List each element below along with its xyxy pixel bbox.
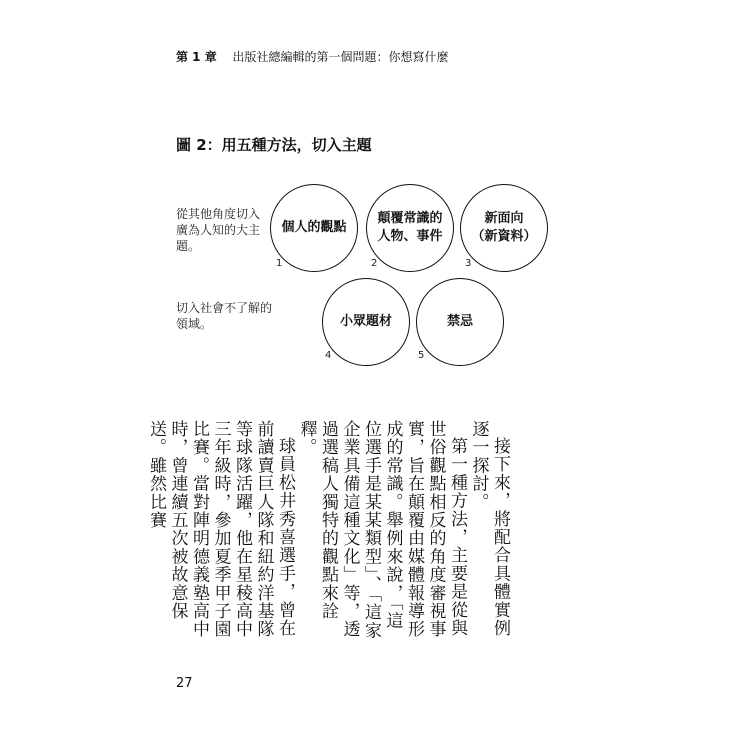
method-circle-1 bbox=[270, 184, 358, 272]
paragraph: 第一種方法，主要是從與世俗觀點相反的角度審視事實，旨在顛覆由媒體報導形成的常識。舉例來說，「這位選手是某某類型」、「這家企業具備這種文化」等，透過選稿人獨特的觀點來詮釋。 bbox=[296, 420, 467, 640]
circle-number-2: 2 bbox=[371, 258, 378, 269]
circle-number-4: 4 bbox=[325, 350, 332, 361]
circle-label-line: 新面向 bbox=[484, 211, 524, 226]
method-circle-3 bbox=[460, 184, 548, 272]
method-circle-5 bbox=[416, 278, 504, 366]
circle-label-line: 人物、事件 bbox=[377, 229, 443, 244]
circle-number-1: 1 bbox=[276, 258, 283, 269]
circle-label: 小眾題材 bbox=[339, 314, 392, 329]
method-circle-4 bbox=[322, 278, 410, 366]
running-header bbox=[176, 48, 449, 65]
row2-note: 切入社會不了解的領域。 bbox=[176, 301, 273, 331]
chapter-title: 出版社總編輯的第一個問題：你想寫什麼 bbox=[232, 50, 449, 64]
circle-number-3: 3 bbox=[465, 258, 472, 269]
circle-number-5: 5 bbox=[418, 350, 425, 361]
paragraph: 接下來，將配合具體實例逐一探討。 bbox=[468, 420, 510, 638]
circle-label-line: 顛覆常識的 bbox=[377, 211, 443, 226]
circle-label: 禁忌 bbox=[446, 314, 473, 329]
paragraph: 球員松井秀喜選手，曾在前讀賣巨人隊和紐約洋基隊等球隊活躍，他在星稜高中三年級時，參加夏季甲子園比賽。當對陣明德義塾高中時，曾連續五次被故意保送。雖然比賽 bbox=[146, 420, 295, 639]
figure-title: 圖 2：用五種方法，切入主題 bbox=[176, 136, 372, 154]
row1-note: 從其他角度切入廣為人知的大主題。 bbox=[176, 207, 261, 253]
method-circle-2 bbox=[366, 184, 454, 272]
chapter-label: 第 1 章 bbox=[176, 50, 217, 64]
circle-label-line: （新資料） bbox=[471, 229, 537, 244]
circle-label: 個人的觀點 bbox=[281, 220, 347, 235]
body-text bbox=[146, 420, 510, 645]
page-number: 27 bbox=[176, 676, 193, 691]
